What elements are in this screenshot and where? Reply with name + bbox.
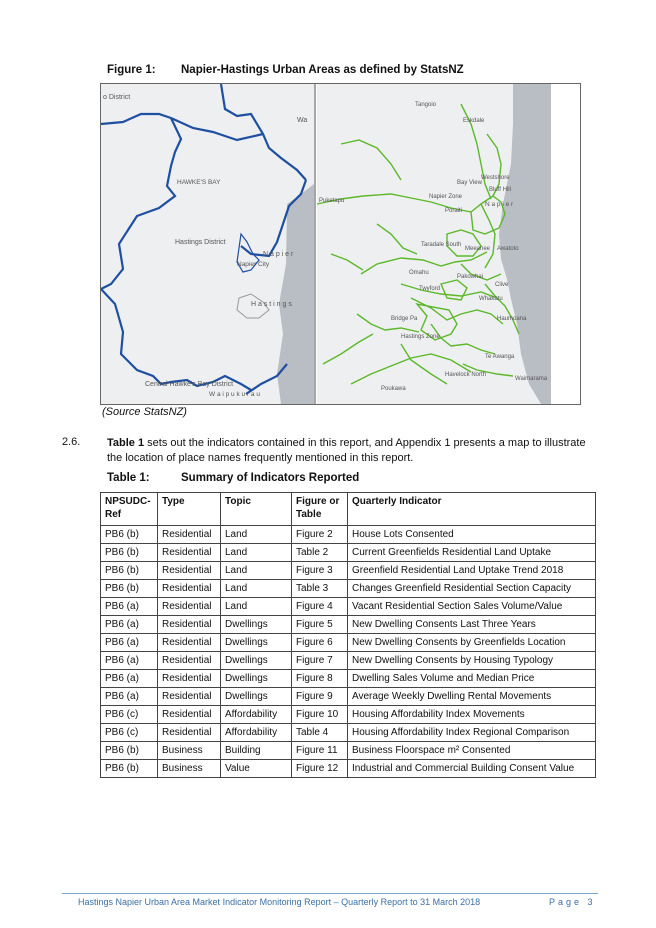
map-label-meeanee: Meeanee <box>465 246 491 252</box>
cell-ref: PB6 (c) <box>101 724 158 742</box>
map-label-hawkes-bay: HAWKE'S BAY <box>177 179 221 186</box>
table-row <box>101 616 596 634</box>
cell-figure: Figure 3 <box>292 562 348 580</box>
cell-type: Residential <box>158 544 221 562</box>
cell-figure: Figure 7 <box>292 652 348 670</box>
map-label-bay-view: Bay View <box>457 180 482 186</box>
cell-ref: PB6 (a) <box>101 670 158 688</box>
cell-ref: PB6 (a) <box>101 652 158 670</box>
cell-ref: PB6 (b) <box>101 544 158 562</box>
cell-type: Residential <box>158 616 221 634</box>
cell-ref: PB6 (a) <box>101 616 158 634</box>
cell-topic: Land <box>221 580 292 598</box>
map-label-awatoto: Awatoto <box>497 246 519 252</box>
cell-type: Residential <box>158 724 221 742</box>
cell-indicator: Industrial and Commercial Building Consent Value <box>348 760 596 778</box>
figure-title <box>107 64 464 76</box>
cell-ref: PB6 (b) <box>101 562 158 580</box>
cell-type: Business <box>158 760 221 778</box>
map-label-poraiti: Poraiti <box>445 208 463 214</box>
indicators-table <box>100 492 596 778</box>
cell-indicator: Greenfield Residential Land Uptake Trend 2018 <box>348 562 596 580</box>
map-label-poukawa: Poukawa <box>381 386 406 392</box>
map-label-waipukurau: W a i p u k u r a u <box>209 391 260 398</box>
cell-figure: Table 3 <box>292 580 348 598</box>
map-label-napier-zone: Napier Zone <box>429 194 463 200</box>
map-label-westshore: Westshore <box>481 175 510 181</box>
cell-type: Residential <box>158 562 221 580</box>
cell-ref: PB6 (a) <box>101 598 158 616</box>
footer-report-title: Hastings Napier Urban Area Market Indicator Monitoring Report – Quarterly Report to 31 March 2018 <box>78 897 481 907</box>
footer-divider <box>62 893 598 894</box>
table-row <box>101 634 596 652</box>
cell-figure: Figure 11 <box>292 742 348 760</box>
table-row <box>101 580 596 598</box>
cell-type: Residential <box>158 670 221 688</box>
cell-indicator: Current Greenfields Residential Land Uptake <box>348 544 596 562</box>
cell-indicator: Dwelling Sales Volume and Median Price <box>348 670 596 688</box>
map-svg <box>101 84 580 404</box>
table-row <box>101 724 596 742</box>
cell-indicator: Changes Greenfield Residential Section Capacity <box>348 580 596 598</box>
table-title <box>107 472 359 484</box>
cell-topic: Dwellings <box>221 670 292 688</box>
table-row <box>101 652 596 670</box>
map-label-district-top: o District <box>103 94 131 101</box>
cell-ref: PB6 (b) <box>101 742 158 760</box>
figure-source: (Source StatsNZ) <box>102 406 187 418</box>
figure-map <box>100 83 581 405</box>
cell-topic: Land <box>221 598 292 616</box>
cell-indicator: Housing Affordability Index Movements <box>348 706 596 724</box>
cell-ref: PB6 (a) <box>101 634 158 652</box>
paragraph-bold-lead: Table 1 <box>107 437 145 449</box>
cell-figure: Figure 8 <box>292 670 348 688</box>
map-label-hastings-district: Hastings District <box>175 239 226 246</box>
table-row <box>101 562 596 580</box>
cell-topic: Dwellings <box>221 634 292 652</box>
paragraph-body: sets out the indicators contained in this report, and Appendix 1 presents a map to illustrate the location of place names frequently mentioned in this report. <box>107 437 586 464</box>
map-label-twyford: Twyford <box>419 286 441 292</box>
cell-figure: Figure 2 <box>292 526 348 544</box>
header-type: Type <box>158 493 221 526</box>
footer-page-number: Page 3 <box>549 897 596 907</box>
table-row <box>101 742 596 760</box>
map-label-pakowhai: Pakowhai <box>457 274 484 280</box>
map-label-haumoana: Haumoana <box>497 316 527 322</box>
cell-indicator: Housing Affordability Index Regional Comparison <box>348 724 596 742</box>
table-header-row <box>101 493 596 526</box>
map-label-wairoa: Wa <box>297 117 308 124</box>
cell-topic: Land <box>221 544 292 562</box>
cell-topic: Dwellings <box>221 652 292 670</box>
cell-topic: Affordability <box>221 706 292 724</box>
cell-ref: PB6 (b) <box>101 580 158 598</box>
map-label-bluff-hill: Bluff Hill <box>489 187 511 193</box>
cell-topic: Building <box>221 742 292 760</box>
cell-topic: Affordability <box>221 724 292 742</box>
cell-indicator: New Dwelling Consents by Housing Typology <box>348 652 596 670</box>
paragraph-text <box>107 436 597 466</box>
map-label-waimarama: Waimarama <box>515 376 548 382</box>
map-label-whakatu: Whakatu <box>479 296 503 302</box>
map-label-hastings-zone: Hastings Zone <box>401 334 440 340</box>
table-row <box>101 688 596 706</box>
header-topic: Topic <box>221 493 292 526</box>
header-quarterly-indicator: Quarterly Indicator <box>348 493 596 526</box>
map-label-napier: N a p i e r <box>263 251 294 258</box>
cell-type: Residential <box>158 706 221 724</box>
map-label-hastings: H a s t i n g s <box>251 301 292 308</box>
cell-type: Residential <box>158 634 221 652</box>
cell-type: Residential <box>158 580 221 598</box>
cell-indicator: New Dwelling Consents by Greenfields Location <box>348 634 596 652</box>
cell-type: Business <box>158 742 221 760</box>
map-label-napier-city: Napier City <box>237 261 270 268</box>
cell-topic: Dwellings <box>221 616 292 634</box>
figure-caption: Napier-Hastings Urban Areas as defined by StatsNZ <box>181 64 464 76</box>
table-label: Table 1: <box>107 472 150 484</box>
cell-ref: PB6 (a) <box>101 688 158 706</box>
table-row <box>101 670 596 688</box>
map-label-bridge-pa: Bridge Pa <box>391 316 418 322</box>
right-map-margin <box>551 84 580 404</box>
cell-indicator: Business Floorspace m² Consented <box>348 742 596 760</box>
cell-figure: Figure 12 <box>292 760 348 778</box>
cell-indicator: Vacant Residential Section Sales Volume/Value <box>348 598 596 616</box>
cell-type: Residential <box>158 526 221 544</box>
table-row <box>101 544 596 562</box>
cell-ref: PB6 (b) <box>101 760 158 778</box>
cell-ref: PB6 (b) <box>101 526 158 544</box>
cell-figure: Figure 4 <box>292 598 348 616</box>
paragraph-number: 2.6. <box>62 436 81 448</box>
header-figure-or-table: Figure or Table <box>292 493 348 526</box>
table-row <box>101 526 596 544</box>
header-npsudc-ref: NPSUDC-Ref <box>101 493 158 526</box>
cell-ref: PB6 (c) <box>101 706 158 724</box>
map-label-tangoio: Tangoio <box>415 102 437 108</box>
map-label-taradale-south: Taradale South <box>421 242 462 248</box>
map-label-puketapu: Puketapu <box>319 198 345 204</box>
cell-type: Residential <box>158 652 221 670</box>
cell-topic: Value <box>221 760 292 778</box>
cell-figure: Figure 6 <box>292 634 348 652</box>
table-caption: Summary of Indicators Reported <box>181 472 360 484</box>
cell-indicator: House Lots Consented <box>348 526 596 544</box>
map-label-napier-right: N a p i e r <box>485 201 514 208</box>
cell-figure: Figure 9 <box>292 688 348 706</box>
map-label-te-awanga: Te Awanga <box>485 354 515 360</box>
cell-type: Residential <box>158 598 221 616</box>
table-row <box>101 598 596 616</box>
map-label-eskdale: Eskdale <box>463 118 485 124</box>
cell-figure: Table 2 <box>292 544 348 562</box>
cell-type: Residential <box>158 688 221 706</box>
cell-topic: Land <box>221 562 292 580</box>
map-label-central-hb: Central Hawke's Bay District <box>145 381 234 388</box>
cell-figure: Figure 10 <box>292 706 348 724</box>
cell-topic: Dwellings <box>221 688 292 706</box>
cell-indicator: New Dwelling Consents Last Three Years <box>348 616 596 634</box>
figure-label: Figure 1: <box>107 64 156 76</box>
map-label-omahu: Omahu <box>409 270 429 276</box>
map-label-clive: Clive <box>495 282 509 288</box>
table-row <box>101 706 596 724</box>
cell-figure: Figure 5 <box>292 616 348 634</box>
cell-figure: Table 4 <box>292 724 348 742</box>
cell-topic: Land <box>221 526 292 544</box>
cell-indicator: Average Weekly Dwelling Rental Movements <box>348 688 596 706</box>
map-label-havelock-north: Havelock North <box>445 372 487 378</box>
table-row <box>101 760 596 778</box>
